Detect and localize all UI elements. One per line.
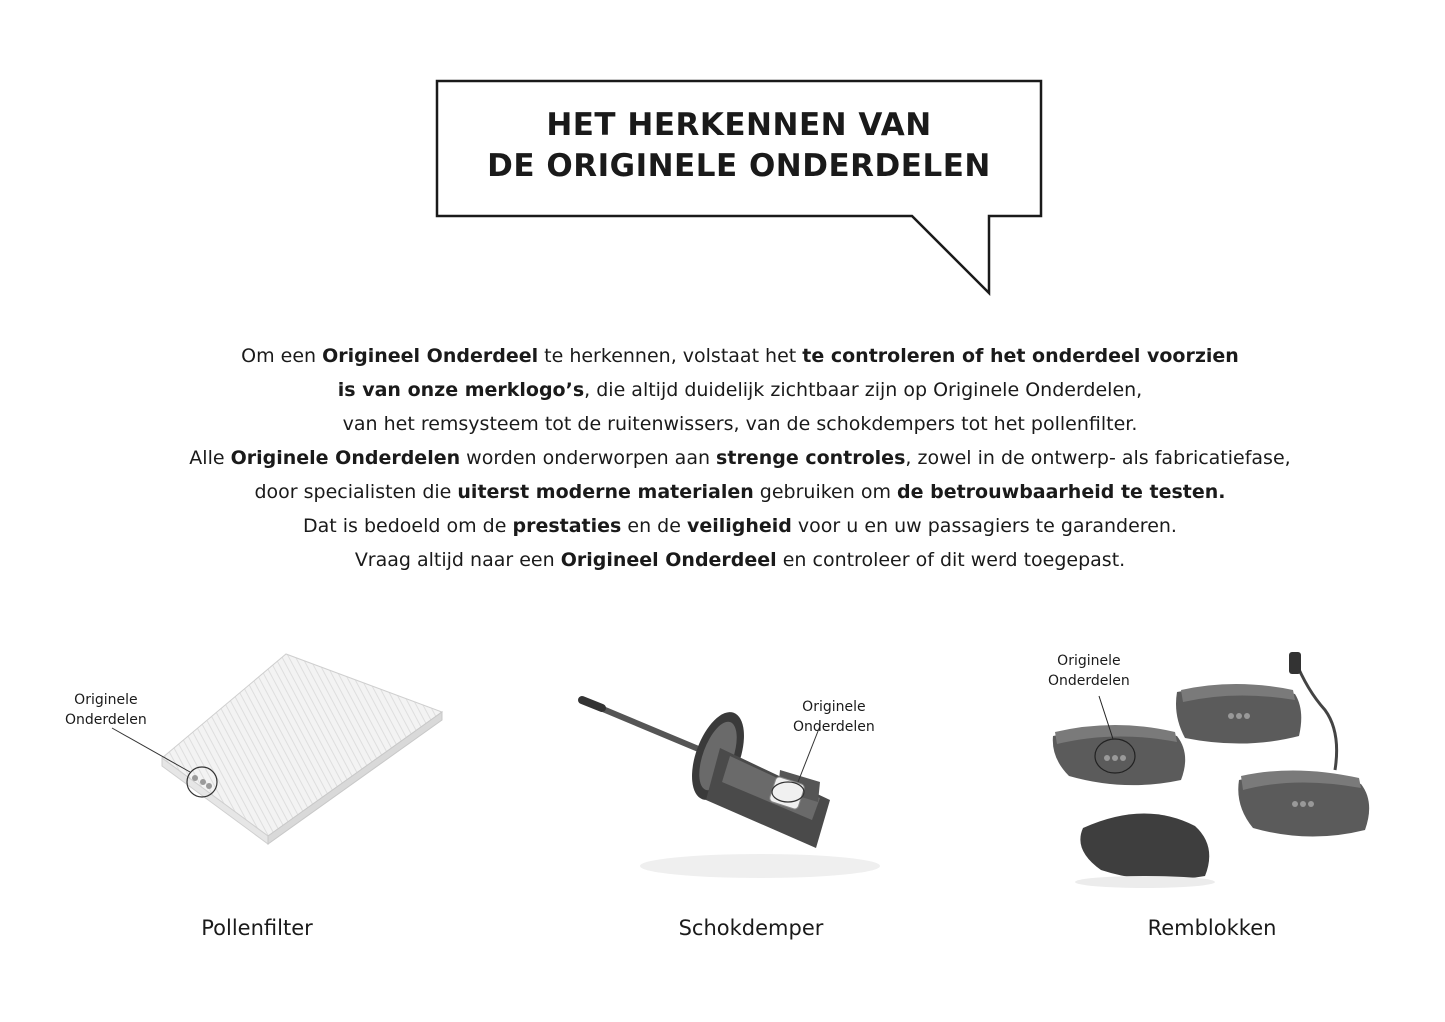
page-title-line-1: HET HERKENNEN VAN: [546, 107, 932, 143]
intro-emphasis: is van onze merklogo’s: [337, 379, 585, 401]
intro-emphasis: prestaties: [512, 515, 622, 537]
intro-text: door specialisten die: [254, 481, 458, 503]
pollenfilter-caption: Pollenfilter: [201, 916, 313, 940]
pollenfilter-callout: [65, 690, 147, 730]
intro-line: [100, 407, 1380, 441]
intro-line: [100, 543, 1380, 577]
intro-paragraph: [100, 339, 1380, 577]
intro-emphasis: uiterst moderne materialen: [457, 481, 754, 503]
intro-text: , zowel in de ontwerp- als fabricatiefase,: [905, 447, 1291, 469]
intro-emphasis: Originele Onderdelen: [230, 447, 461, 469]
intro-text: gebruiken om: [753, 481, 898, 503]
intro-text: en de: [621, 515, 687, 537]
intro-text: Dat is bedoeld om de: [303, 515, 513, 537]
intro-line: [100, 475, 1380, 509]
intro-text: te herkennen, volstaat het: [538, 345, 803, 367]
remblokken-callout: [1048, 651, 1130, 691]
intro-line: [100, 441, 1380, 475]
remblokken-callout-line-2: Onderdelen: [1048, 673, 1130, 689]
schokdemper-callout-line-2: Onderdelen: [793, 719, 875, 735]
intro-text: Om een: [241, 345, 323, 367]
pollenfilter-callout-line-2: Onderdelen: [65, 712, 147, 728]
intro-emphasis: Origineel Onderdeel: [322, 345, 539, 367]
intro-text: van het remsysteem tot de ruitenwissers, van de schokdempers tot het pollenfilter.: [342, 413, 1138, 435]
page-title: [437, 105, 1041, 187]
remblokken-caption: Remblokken: [1147, 916, 1277, 940]
intro-text: en controleer of dit werd toegepast.: [776, 549, 1126, 571]
intro-emphasis: te controleren of het onderdeel voorzien: [802, 345, 1239, 367]
remblokken-callout-line-1: Originele: [1057, 653, 1121, 669]
intro-emphasis: Origineel Onderdeel: [560, 549, 777, 571]
intro-emphasis: veiligheid: [686, 515, 792, 537]
intro-line: [100, 339, 1380, 373]
schokdemper-callout-line-1: Originele: [802, 699, 866, 715]
schokdemper-callout: [793, 697, 875, 737]
pollenfilter-callout-line-1: Originele: [74, 692, 138, 708]
intro-text: Vraag altijd naar een: [354, 549, 561, 571]
intro-emphasis: de betrouwbaarheid te testen.: [897, 481, 1226, 503]
intro-line: [100, 373, 1380, 407]
cabin-air-filter-image: [150, 640, 450, 840]
schokdemper-caption: Schokdemper: [678, 916, 824, 940]
intro-emphasis: strenge controles: [716, 447, 906, 469]
intro-text: Alle: [189, 447, 231, 469]
intro-text: , die altijd duidelijk zichtbaar zijn op Originele Onderdelen,: [584, 379, 1143, 401]
intro-text: voor u en uw passagiers te garanderen.: [791, 515, 1177, 537]
intro-line: [100, 509, 1380, 543]
page-title-line-2: DE ORIGINELE ONDERDELEN: [487, 148, 991, 184]
intro-text: worden onderworpen aan: [460, 447, 717, 469]
